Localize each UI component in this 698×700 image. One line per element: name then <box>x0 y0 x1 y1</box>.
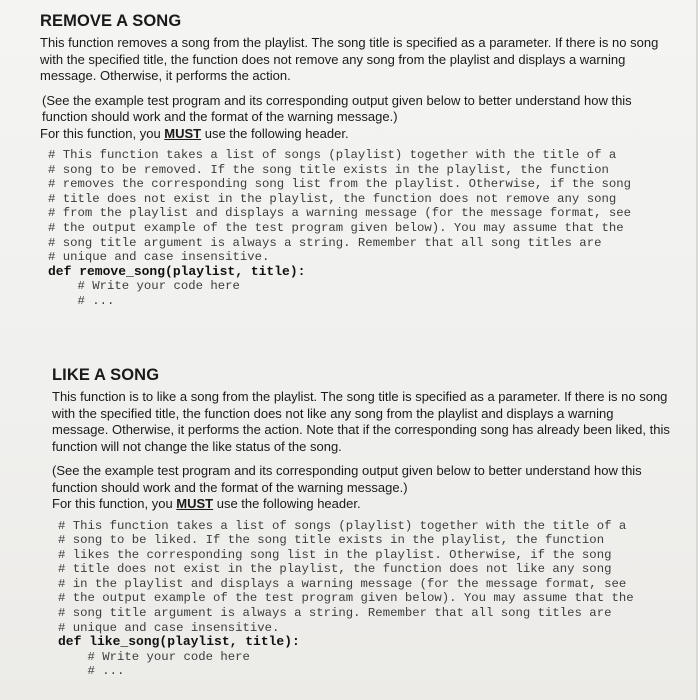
function-signature: def like_song(playlist, title): <box>58 634 300 650</box>
must-emphasis: MUST <box>164 125 202 141</box>
header-prefix: For this function, you <box>52 496 177 511</box>
code-block <box>48 148 680 309</box>
section-description: This function is to like a song from the playlist. The song title is specified as a parameter. If there is no song with the specified title, the function does not like any song from the playlist and displays a warning message. Otherwise, it performs the action. Note that if the corresponding song has already been liked, this function will not change the like status of the song. <box>52 389 670 454</box>
code-comment: # This function takes a list of songs (playlist) together with the title of a <box>48 148 617 162</box>
code-comment: # in the playlist and displays a warning message (for the message format, see <box>58 576 627 591</box>
code-body-line: # ... <box>58 664 125 679</box>
code-comment: # song to be removed. If the song title exists in the playlist, the function <box>48 162 609 177</box>
header-suffix: use the following header. <box>201 125 349 141</box>
code-comment: # This function takes a list of songs (playlist) together with the title of a <box>58 518 627 533</box>
code-comment: # unique and case insensitive. <box>48 250 270 265</box>
code-comment: # title does not exist in the playlist, the function does not like any song <box>58 562 612 577</box>
code-comment: # title does not exist in the playlist, the function does not remove any song <box>48 191 617 206</box>
code-comment: # unique and case insensitive. <box>58 620 280 635</box>
code-body-line: # Write your code here <box>48 279 240 294</box>
code-comment: # likes the corresponding song list in the playlist. Otherwise, if the song <box>58 547 612 562</box>
section-note: (See the example test program and its corresponding output given below to better understand how this function should work and the format of the warning message.) <box>42 92 632 124</box>
code-comment: # song title argument is always a string. Remember that all song titles are <box>58 606 612 621</box>
section-description: This function removes a song from the playlist. The song title is specified as a parameter. If there is no song with the specified title, the function does not remove any song from the playlist and displays a warning message. Otherwise, it performs the action. <box>40 35 659 83</box>
code-comment: # from the playlist and displays a warning message (for the message format, see <box>48 206 631 221</box>
section-title: REMOVE A SONG <box>40 12 182 30</box>
code-comment: # song title argument is always a string. Remember that all song titles are <box>48 235 602 250</box>
code-comment: # the output example of the test program given below). You may assume that the <box>48 220 624 235</box>
must-emphasis: MUST <box>176 496 214 511</box>
code-comment: # removes the corresponding song list from the playlist. Otherwise, if the song <box>48 177 631 192</box>
code-comment: # the output example of the test program given below). You may assume that the <box>58 591 634 606</box>
code-body-line: # Write your code here <box>58 649 250 664</box>
remove-song-section <box>40 12 680 309</box>
section-title: LIKE A SONG <box>52 366 160 384</box>
header-prefix: For this function, you <box>40 125 165 141</box>
function-signature: def remove_song(playlist, title): <box>48 263 306 279</box>
code-block <box>58 519 672 680</box>
code-comment: # song to be liked. If the song title exists in the playlist, the function <box>58 533 605 548</box>
header-instruction <box>40 126 680 143</box>
section-note: (See the example test program and its corresponding output given below to better understand how this function should work and the format of the warning message.) <box>52 463 642 495</box>
like-song-section <box>52 366 672 679</box>
header-suffix: use the following header. <box>213 496 361 511</box>
code-body-line: # ... <box>48 293 115 308</box>
header-instruction <box>52 496 672 513</box>
